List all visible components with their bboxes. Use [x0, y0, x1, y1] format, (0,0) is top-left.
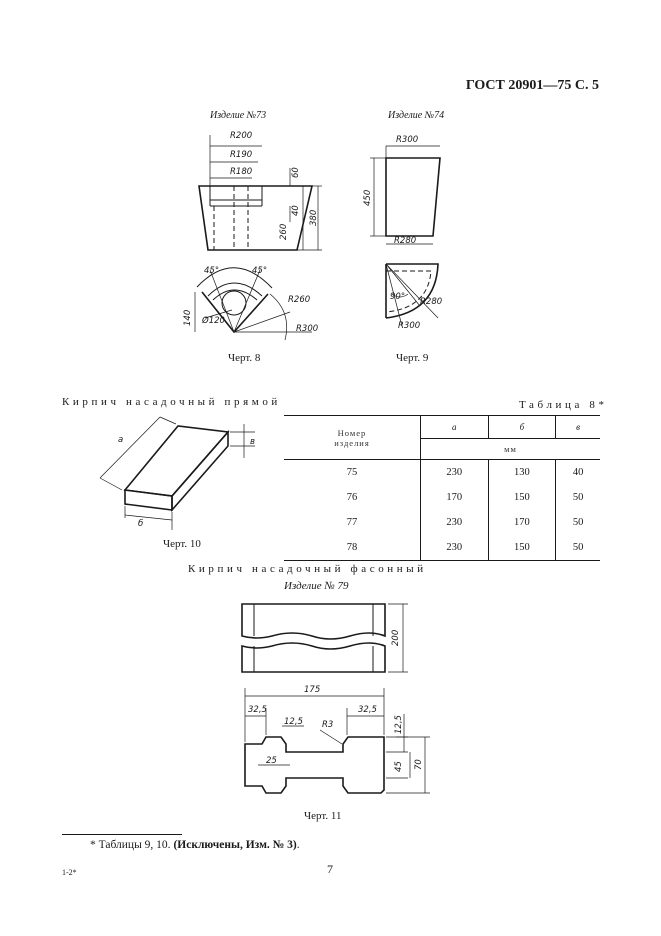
- footnote: * Таблицы 9, 10. (Исключены, Изм. № 3).: [90, 839, 300, 851]
- table-row: 76 170 150 50: [284, 485, 600, 510]
- fig11-r3: R3: [322, 720, 334, 730]
- section-straight-title: Кирпич насадочный прямой: [62, 396, 281, 408]
- fig9-r300b: R300: [398, 321, 421, 331]
- fig8-r190: R190: [230, 150, 253, 160]
- fig8-d380: 380: [309, 209, 319, 226]
- fig8-r180: R180: [230, 167, 253, 177]
- fig8-d40: 40: [291, 205, 301, 216]
- fig8-a45-right: 45°: [252, 266, 268, 276]
- fig8-product-label: Изделие №73: [210, 110, 267, 121]
- fig8-d140: 140: [183, 309, 193, 326]
- fig9-caption: Черт. 9: [396, 352, 429, 364]
- table-row: 78 230 150 50: [284, 535, 600, 561]
- fig9-r280: R280: [394, 236, 417, 246]
- fig8-r200: R200: [230, 131, 253, 141]
- fig8-caption: Черт. 8: [228, 352, 261, 364]
- fig11-d12-5-mid: 12,5: [284, 717, 303, 727]
- page-header: ГОСТ 20901—75 С. 5: [465, 78, 599, 93]
- fig11-d12-5-right: 12,5: [394, 715, 404, 734]
- table8-title: Таблица 8*: [519, 399, 608, 411]
- fig11-d45: 45: [394, 761, 404, 772]
- footnote-divider: [62, 834, 182, 835]
- fig10-dim-b: б: [138, 519, 144, 529]
- table8-col-b: б: [488, 416, 556, 439]
- table8-header-product: Номер изделия: [284, 416, 421, 460]
- fig11-d175: 175: [304, 685, 321, 695]
- fig11-caption: Черт. 11: [304, 810, 342, 822]
- table-row: 75 230 130 40: [284, 460, 600, 486]
- fig8-d260: 260: [279, 223, 289, 240]
- fig11-d70: 70: [414, 759, 424, 770]
- fig8-a45-left: 45°: [204, 266, 220, 276]
- fig11-d32-5-left: 32,5: [248, 705, 267, 715]
- fig10-caption: Черт. 10: [163, 538, 201, 550]
- table8-col-v: в: [556, 416, 600, 439]
- fig10-dim-a: а: [118, 435, 124, 445]
- footer-left: 1-2*: [62, 868, 77, 877]
- table8-col-a: а: [421, 416, 489, 439]
- fig8-r260: R260: [288, 295, 311, 305]
- fig8-d120: Ø120: [202, 316, 225, 326]
- fig11-d200: 200: [391, 629, 401, 646]
- table8-unit: мм: [421, 439, 601, 460]
- fig11-d25: 25: [266, 756, 277, 766]
- fig9-a90: 90°: [390, 292, 406, 302]
- section-shaped-title: Кирпич насадочный фасонный: [188, 563, 427, 575]
- table-row: 77 230 170 50: [284, 510, 600, 535]
- fig9-r280b: R280: [420, 297, 443, 307]
- fig9-product-label: Изделие №74: [388, 110, 445, 121]
- page-number: 7: [327, 862, 333, 876]
- fig9-d450: 450: [363, 189, 373, 206]
- fig10-dim-v: в: [250, 437, 256, 447]
- fig8-d60: 60: [291, 167, 301, 178]
- fig8-r300: R300: [296, 324, 319, 334]
- fig9-r300: R300: [396, 135, 419, 145]
- fig11-product-label: Изделие № 79: [284, 580, 349, 592]
- fig11-d32-5-right: 32,5: [358, 705, 377, 715]
